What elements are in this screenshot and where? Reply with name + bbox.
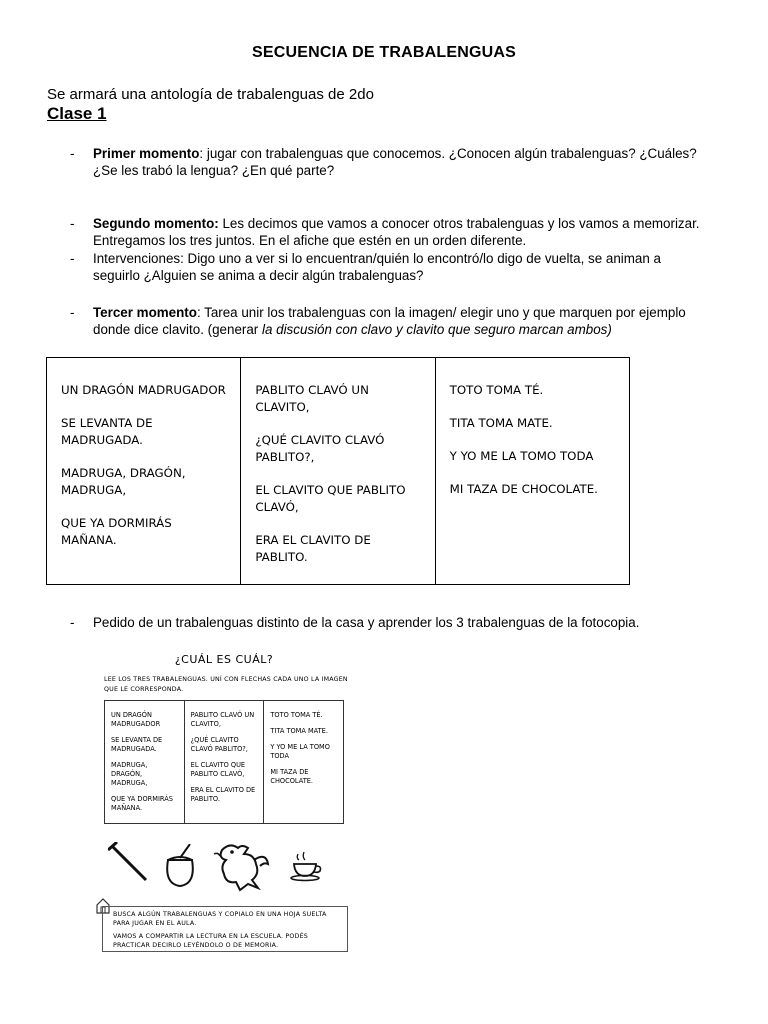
worksheet-cell: ¿QUÉ CLAVITO CLAVÓ PABLITO?,	[190, 736, 248, 753]
table-cell: PABLITO CLAVÓ UN CLAVITO,	[255, 383, 369, 414]
table-cell: ERA EL CLAVITO DE PABLITO.	[255, 533, 371, 564]
worksheet-cell: UN DRAGÓN MADRUGADOR	[111, 711, 161, 728]
mate-icon	[160, 844, 200, 888]
busca-box	[102, 906, 348, 952]
worksheet-column	[105, 701, 184, 823]
worksheet-cell: Y YO ME LA TOMO TODA	[270, 743, 330, 760]
worksheet-table	[104, 700, 344, 824]
page-title: SECUENCIA DE TRABALENGUAS	[252, 44, 516, 61]
busca-section	[96, 906, 348, 956]
worksheet-cell: MI TAZA DE CHOCOLATE.	[270, 768, 314, 785]
worksheet-instruction: LEE LOS TRES TRABALENGUAS. UNÍ CON FLECHAS CADA UNO LA IMAGEN QUE LE CORRESPONDA.	[104, 676, 348, 693]
table-cell: SE LEVANTA DE MADRUGADA.	[61, 416, 153, 447]
worksheet-cell: ERA EL CLAVITO DE PABLITO.	[190, 786, 256, 803]
worksheet-column	[263, 701, 343, 823]
worksheet-cell: SE LEVANTA DE MADRUGADA.	[111, 736, 163, 753]
worksheet-pictures	[104, 840, 344, 896]
list-item-segundo-momento: - Segundo momento: Les decimos que vamos a conocer otros trabalenguas y los vamos a memorizar. Entregamos los tres juntos. En el afiche que estén en un orden diferente.	[70, 216, 700, 248]
table-cell: QUE YA DORMIRÁS MAÑANA.	[61, 516, 172, 547]
worksheet-cell: MADRUGA, DRAGÓN, MADRUGA,	[111, 761, 148, 787]
worksheet-cell: TITA TOMA MATE.	[270, 727, 328, 735]
table-cell: TITA TOMA MATE.	[449, 416, 553, 430]
table-column-dragon	[47, 358, 240, 584]
table-cell: EL CLAVITO QUE PABLITO CLAVÓ,	[255, 483, 406, 514]
worksheet-cell: EL CLAVITO QUE PABLITO CLAVÓ,	[190, 761, 246, 778]
worksheet-cell: PABLITO CLAVÓ UN CLAVITO,	[190, 711, 255, 728]
trabalenguas-table	[46, 357, 630, 585]
table-cell: Y YO ME LA TOMO TODA	[449, 449, 594, 463]
nail-icon	[108, 842, 152, 884]
busca-text-1: BUSCA ALGÚN TRABALENGUAS Y COPIALO EN UNA HOJA SUELTA PARA JUGAR EN EL AULA.	[113, 911, 327, 927]
list-item-pedido: - Pedido de un trabalenguas distinto de la casa y aprender los 3 trabalenguas de la fotocopia.	[70, 615, 640, 630]
table-cell: TOTO TOMA TÉ.	[449, 383, 544, 397]
clase-heading: Clase 1	[47, 104, 107, 123]
table-column-pablito	[240, 358, 434, 584]
table-cell: MI TAZA DE CHOCOLATE.	[449, 482, 598, 496]
list-item-primer-momento: - Primer momento: jugar con trabalenguas que conocemos. ¿Conocen algún trabalenguas? ¿Cuáles? ¿Se les trabó la lengua? ¿En qué parte?	[70, 146, 697, 178]
busca-text-2: VAMOS A COMPARTIR LA LECTURA EN LA ESCUELA. PODÉS PRACTICAR DECIRLO LEYÉNDOLO O DE MEMORIA.	[113, 933, 308, 949]
intro-text: Se armará una antología de trabalenguas de 2do	[47, 86, 374, 103]
worksheet-photocopy	[96, 648, 352, 958]
teacup-icon	[288, 850, 324, 882]
dragon-icon	[208, 840, 272, 892]
worksheet-cell: TOTO TOMA TÉ.	[270, 711, 323, 719]
table-column-toto	[435, 358, 629, 584]
table-cell: UN DRAGÓN MADRUGADOR	[61, 383, 226, 397]
list-item-tercer-momento: - Tercer momento: Tarea unir los trabalenguas con la imagen/ elegir uno y que marquen por ejemplo donde dice clavito. (generar la discusión con clavo y clavito que seguro marcan ambos)	[70, 305, 686, 337]
worksheet-title: ¿CUÁL ES CUÁL?	[174, 653, 274, 666]
list-item-intervenciones: - Intervenciones: Digo uno a ver si lo encuentran/quién lo encontró/lo digo de vuelta, se animan a seguirlo ¿Alguien se anima a decir algún trabalenguas?	[70, 251, 661, 283]
worksheet-column	[184, 701, 264, 823]
table-cell: MADRUGA, DRAGÓN, MADRUGA,	[61, 466, 186, 497]
table-cell: ¿QUÉ CLAVITO CLAVÓ PABLITO?,	[255, 433, 385, 464]
worksheet-cell: QUE YA DORMIRÁS MAÑANA.	[111, 795, 173, 812]
